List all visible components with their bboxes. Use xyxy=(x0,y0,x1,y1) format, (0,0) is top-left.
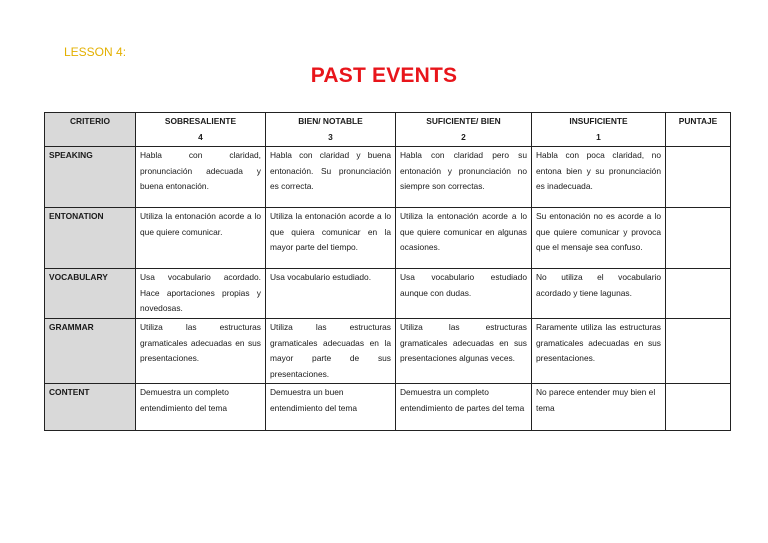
header-sobresaliente: SOBRESALIENTE 4 xyxy=(136,113,266,147)
header-notable: BIEN/ NOTABLE 3 xyxy=(266,113,396,147)
table-cell: No parece entender muy bien el tema xyxy=(532,384,666,431)
puntaje-cell xyxy=(666,318,731,383)
table-cell: Usa vocabulario acordado. Hace aportaciones propias y novedosas. xyxy=(136,269,266,319)
header-row xyxy=(45,113,731,147)
table-cell: Habla con poca claridad, no entona bien y su pronunciación es inadecuada. xyxy=(532,147,666,208)
table-row xyxy=(45,384,731,431)
table-cell: Habla con claridad pero su entonación y pronunciación no siempre son correctas. xyxy=(396,147,532,208)
rubric-table xyxy=(44,112,731,431)
table-row xyxy=(45,318,731,383)
table-cell: Utiliza la entonación acorde a lo que quiera comunicar en la mayor parte del tiempo. xyxy=(266,208,396,269)
table-cell: Demuestra un completo entendimiento del tema xyxy=(136,384,266,431)
puntaje-cell xyxy=(666,147,731,208)
puntaje-cell xyxy=(666,208,731,269)
table-cell: No utiliza el vocabulario acordado y tiene lagunas. xyxy=(532,269,666,319)
table-row xyxy=(45,208,731,269)
table-cell: Demuestra un completo entendimiento de partes del tema xyxy=(396,384,532,431)
header-criterio: CRITERIO xyxy=(45,113,136,147)
puntaje-cell xyxy=(666,269,731,319)
criterio-cell: ENTONATION xyxy=(45,208,136,269)
criterio-cell: CONTENT xyxy=(45,384,136,431)
criterio-cell: GRAMMAR xyxy=(45,318,136,383)
header-suficiente: SUFICIENTE/ BIEN 2 xyxy=(396,113,532,147)
table-row xyxy=(45,147,731,208)
table-cell: Utiliza la entonación acorde a lo que quiere comunicar en algunas ocasiones. xyxy=(396,208,532,269)
table-cell: Usa vocabulario estudiado aunque con dudas. xyxy=(396,269,532,319)
table-cell: Habla con claridad, pronunciación adecuada y buena entonación. xyxy=(136,147,266,208)
table-cell: Utiliza las estructuras gramaticales adecuadas en sus presentaciones. xyxy=(136,318,266,383)
table-cell: Su entonación no es acorde a lo que quiere comunicar y provoca que el mensaje sea confuso. xyxy=(532,208,666,269)
table-cell: Utiliza las estructuras gramaticales adecuadas en la mayor parte de sus presentaciones. xyxy=(266,318,396,383)
header-puntaje: PUNTAJE xyxy=(666,113,731,147)
table-cell: Habla con claridad y buena entonación. Su pronunciación es correcta. xyxy=(266,147,396,208)
criterio-cell: VOCABULARY xyxy=(45,269,136,319)
table-cell: Demuestra un buen entendimiento del tema xyxy=(266,384,396,431)
table-cell: Usa vocabulario estudiado. xyxy=(266,269,396,319)
table-cell: Utiliza la entonación acorde a lo que quiere comunicar. xyxy=(136,208,266,269)
puntaje-cell xyxy=(666,384,731,431)
table-row xyxy=(45,269,731,319)
criterio-cell: SPEAKING xyxy=(45,147,136,208)
lesson-label: LESSON 4: xyxy=(64,45,127,59)
table-cell: Raramente utiliza las estructuras gramaticales adecuadas en sus presentaciones. xyxy=(532,318,666,383)
table-cell: Utiliza las estructuras gramaticales adecuadas en sus presentaciones algunas veces. xyxy=(396,318,532,383)
header-insuficiente: INSUFICIENTE 1 xyxy=(532,113,666,147)
page-title: PAST EVENTS xyxy=(310,64,458,87)
